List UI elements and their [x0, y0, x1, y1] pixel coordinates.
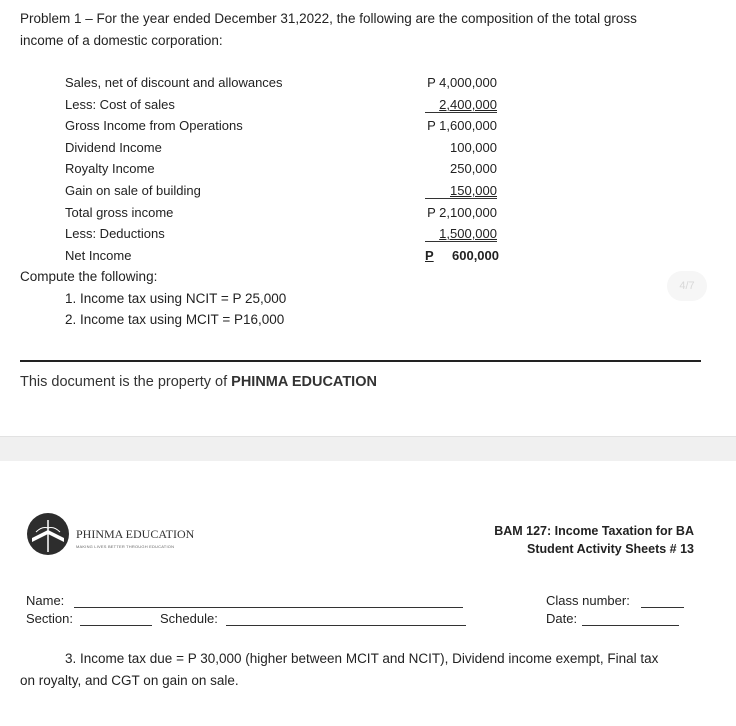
course-header: [494, 522, 694, 558]
row-label: Sales, net of discount and allowances: [65, 75, 283, 90]
row-value: P 2,100,000: [427, 205, 497, 220]
logo-tagline: MAKING LIVES BETTER THROUGH EDUCATION: [76, 544, 175, 549]
book-logo-icon: [26, 512, 70, 556]
row-label: Less: Deductions: [65, 226, 165, 241]
course-title: BAM 127: Income Taxation for BA: [494, 524, 694, 538]
schedule-field[interactable]: [226, 625, 466, 626]
net-income-amount: 600,000: [452, 248, 499, 263]
net-income-value: [425, 248, 499, 263]
class-number-field[interactable]: [641, 607, 684, 608]
row-value: P 4,000,000: [427, 75, 497, 90]
answer-line-1: 3. Income tax due = P 30,000 (higher between MCIT and NCIT), Dividend income exempt, Final tax: [65, 651, 659, 666]
answer-line-2: on royalty, and CGT on gain on sale.: [20, 673, 239, 688]
row-value: 1,500,000: [439, 226, 497, 241]
section-field[interactable]: [80, 625, 152, 626]
underline: [425, 112, 497, 113]
property-text: This document is the property of: [20, 374, 232, 390]
row-label: Royalty Income: [65, 161, 155, 176]
compute-item: 1. Income tax using NCIT = P 25,000: [65, 291, 287, 306]
divider: [20, 360, 701, 362]
row-label: Gross Income from Operations: [65, 118, 243, 133]
underline: [425, 241, 497, 242]
row-label: Dividend Income: [65, 140, 162, 155]
problem-intro: [20, 8, 720, 52]
row-label: Gain on sale of building: [65, 183, 201, 198]
row-value: P 1,600,000: [427, 118, 497, 133]
property-org: PHINMA EDUCATION: [231, 374, 377, 390]
underline: [425, 198, 497, 199]
phinma-logo: [26, 512, 70, 556]
row-value: 2,400,000: [439, 97, 497, 112]
row-value: 150,000: [450, 183, 497, 198]
schedule-label: Schedule:: [160, 611, 218, 626]
problem-intro-line-2: income of a domestic corporation:: [20, 33, 223, 48]
section-label: Section:: [26, 611, 73, 626]
row-label: Less: Cost of sales: [65, 97, 175, 112]
property-notice: [20, 374, 377, 390]
logo-name: PHINMA EDUCATION: [76, 527, 195, 541]
compute-heading: Compute the following:: [20, 269, 158, 284]
row-value: 250,000: [450, 161, 497, 176]
name-field[interactable]: [74, 607, 463, 608]
date-label: Date:: [546, 611, 578, 626]
row-value: 100,000: [450, 140, 497, 155]
page-indicator: 4/7: [667, 271, 707, 301]
date-field[interactable]: [582, 625, 679, 626]
sheet-title: Student Activity Sheets # 13: [527, 542, 694, 556]
compute-item: 2. Income tax using MCIT = P16,000: [65, 312, 285, 327]
page-break: [0, 436, 736, 461]
row-label: Total gross income: [65, 205, 174, 220]
class-number-label: Class number:: [546, 593, 630, 608]
problem-intro-line-1: Problem 1 – For the year ended December 31,2022, the following are the composition of the total gross: [20, 11, 637, 26]
name-label: Name:: [26, 593, 65, 608]
row-label: Net Income: [65, 248, 132, 263]
currency-prefix: P: [425, 248, 434, 263]
